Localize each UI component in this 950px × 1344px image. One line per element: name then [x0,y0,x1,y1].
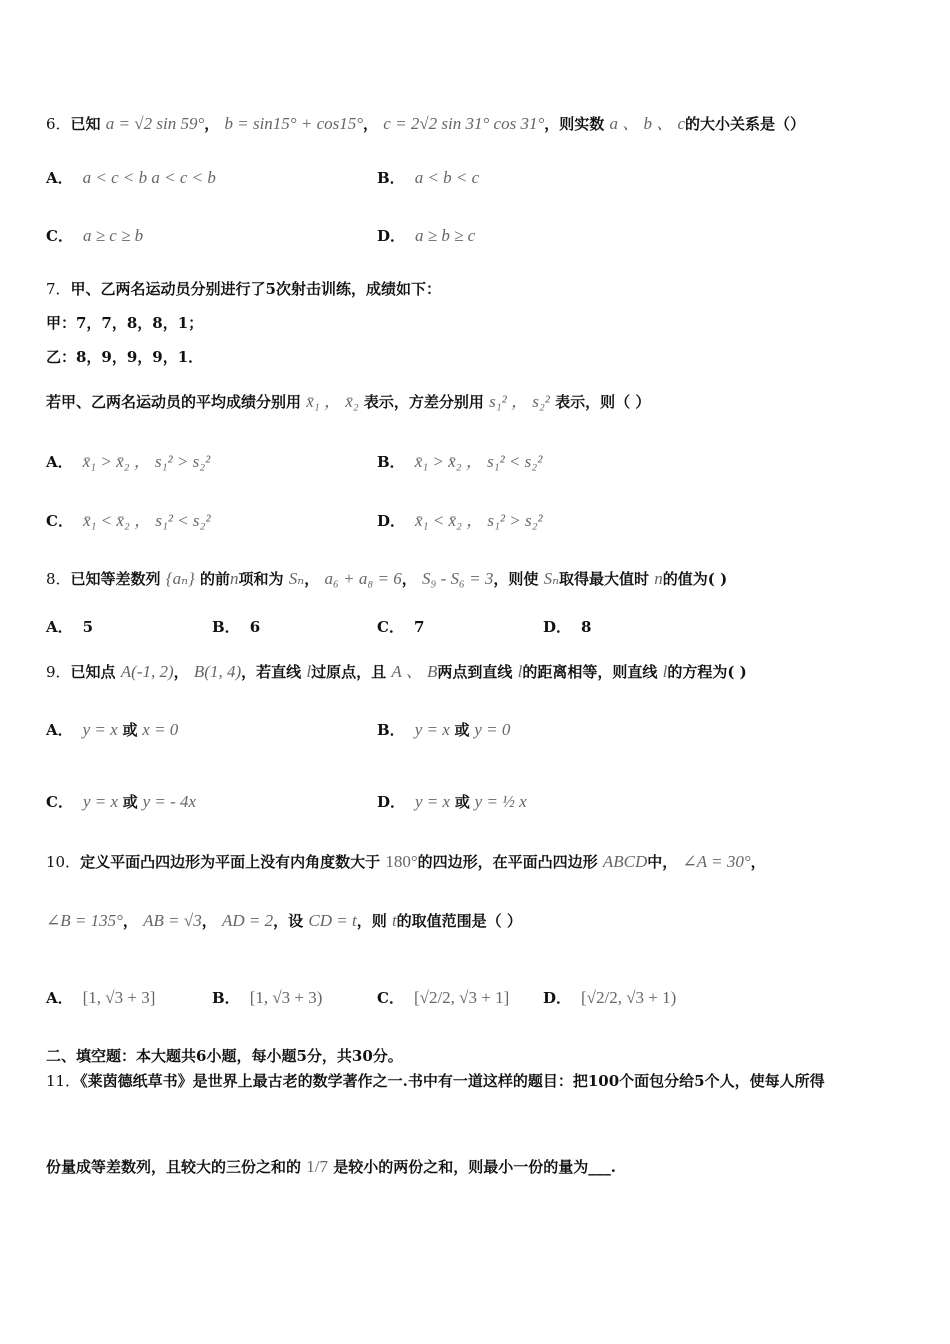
option-label: C． [46,793,73,811]
q9-t4: 的距离相等，则直线 [522,663,658,681]
q8-cond-1: a₆ + a₈ = 6 [324,569,402,588]
q8-t4: 取得最大值时 [559,570,650,588]
option-eq-1: y = x [415,792,451,811]
option-label: C． [46,512,73,530]
q9-pre: 已知点 [70,663,116,681]
option-label: B． [377,721,405,739]
option-or: 或 [454,721,470,739]
option-label: C． [46,227,73,245]
option-label: A． [46,618,73,636]
option-text: [1, √3 + 3) [249,988,323,1007]
q6-comma-1: ， [204,115,220,133]
q10-pre: 定义平面凸四边形为平面上没有内角度数大于 [80,853,381,871]
q6-number: 6． [46,115,71,133]
q7-yi: 乙：8，9，9，9，1． [46,348,204,366]
q8-seq: {aₙ} [165,569,195,588]
q6-stem [46,114,805,134]
q10-option-d[interactable] [543,988,676,1008]
q9-option-b[interactable] [377,720,510,740]
q6-option-b[interactable] [377,168,479,188]
q8-comma-1: ， [304,570,320,588]
q10-comma-3: ， [201,912,217,930]
q8-t5: 的值为( ) [662,570,728,588]
q9-t5: 的方程为( ) [667,663,747,681]
option-text: 6 [249,618,261,636]
q10-t2: 中， [647,853,678,871]
q10-t5: 的取值范围是（ ） [396,912,522,930]
q10-angle-a: ∠A = 30° [682,852,751,871]
option-text: 7 [413,618,425,636]
q10-angle-b: ∠B = 135° [46,911,123,930]
q10-stem-line2 [46,911,522,931]
q10-stem-line1 [46,852,766,872]
q8-option-a[interactable] [46,617,93,637]
q9-l3: l [662,662,668,681]
q6-vars: a 、 b 、 c [609,114,686,133]
q7-option-c[interactable] [46,511,211,531]
q10-option-b[interactable] [212,988,322,1008]
q6-option-d[interactable] [377,226,475,246]
q9-t2: 过原点，且 [311,663,387,681]
q7-means: x̄₁ ， x̄₂ [306,392,359,411]
q10-t1: 的四边形，在平面凸四边形 [417,853,598,871]
q9-stem [46,662,747,682]
q9-ab: A 、 B [391,662,438,681]
q8-n2: n [654,569,663,588]
q10-comma-2: ， [122,912,138,930]
option-text: x̄₁ > x̄₂ ， s₁² < s₂² [414,452,543,471]
q7-text: 甲、乙两名运动员分别进行了5次射击训练，成绩如下： [70,280,441,298]
section-heading-fill-in: 二、填空题：本大题共6小题，每小题5分，共30分。 [46,1047,403,1065]
option-text: [√2/2, √3 + 1) [581,988,677,1007]
q9-point-b: B(1, 4) [193,662,242,681]
q9-option-d[interactable] [377,792,527,812]
option-eq-1: y = x [82,792,119,811]
option-or: 或 [454,793,470,811]
q8-option-b[interactable] [212,617,260,637]
q8-n1: n [230,569,239,588]
q8-cond-2: S₉ - S₆ = 3 [421,569,494,588]
q8-comma-2: ， [401,570,417,588]
option-label: A． [46,453,73,471]
q6-a-expr: a = √2 sin 59° [105,114,205,133]
option-label: A． [46,989,73,1007]
option-label: D． [377,227,406,245]
option-label: A． [46,721,73,739]
option-label: B． [377,169,405,187]
q6-b-expr: b = sin15° + cos15° [224,114,364,133]
option-label: D． [377,512,406,530]
q10-comma-1: ， [750,853,766,871]
option-eq-2: y = ½ x [474,792,527,811]
option-label: D． [543,618,572,636]
q6-comma-2: ， [363,115,379,133]
option-eq-1: y = x [414,720,450,739]
q10-cd: CD = t [308,911,357,930]
q10-t-var: t [391,911,397,930]
q11-number: 11． [46,1072,81,1090]
option-text: a ≥ c ≥ b [82,226,144,245]
option-label: D． [543,989,572,1007]
q7-question [46,392,650,412]
option-label: B． [377,453,405,471]
option-text: a < c < b a < c < b [82,168,216,187]
q7-number: 7． [46,280,71,298]
option-eq-1: y = x [82,720,118,739]
option-text: a ≥ b ≥ c [415,226,476,245]
option-text: x̄₁ < x̄₂ ， s₁² > s₂² [415,511,543,530]
q7-variances: s₁² ， s₂² [489,392,550,411]
q7-option-d[interactable] [377,511,543,531]
option-text: x̄₁ > x̄₂ ， s₁² > s₂² [82,452,211,471]
option-label: B． [212,618,240,636]
q11-line2 [46,1157,616,1177]
option-label: D． [377,793,406,811]
q7-q-post: 表示，则（ ） [555,393,651,411]
q10-option-a[interactable] [46,988,155,1008]
q9-t3: 两点到直线 [437,663,513,681]
q9-point-a: A(-1, 2) [120,662,174,681]
q8-stem [46,569,727,589]
q8-pre: 已知等差数列 [70,570,161,588]
q6-post: 的大小关系是（） [685,115,806,133]
q11-text-1: 《莱茵德纸草书》是世界上最古老的数学著作之一.书中有一道这样的题目：把100个面包分给5个人，使每人所得 [80,1072,825,1090]
option-eq-2: y = - 4x [142,792,197,811]
option-text: a < b < c [414,168,480,187]
q7-q-pre: 若甲、乙两名运动员的平均成绩分别用 [46,393,302,411]
q9-l2: l [517,662,523,681]
option-label: A． [46,169,73,187]
q10-ad: AD = 2 [221,911,274,930]
q8-sn: Sₙ [288,569,305,588]
option-or: 或 [122,793,138,811]
q11-fraction: 1/7 [306,1157,328,1176]
q9-t1: ，若直线 [241,663,302,681]
option-text: [√2/2, √3 + 1] [413,988,510,1007]
q8-sn2: Sₙ [543,569,560,588]
q11-text-3: 是较小的两份之和，则最小一份的量为___. [333,1158,616,1176]
q7-q-mid: 表示，方差分别用 [363,393,484,411]
q9-option-c[interactable] [46,792,196,812]
option-label: B． [212,989,240,1007]
q7-stem [46,279,441,299]
q10-option-c[interactable] [377,988,509,1008]
q8-t1: 的前 [200,570,231,588]
q6-text: 已知 [70,115,101,133]
q7-option-a[interactable] [46,452,210,472]
q9-comma: ， [173,663,189,681]
q10-number: 10． [46,853,81,871]
q10-deg: 180° [385,852,418,871]
q8-t3: ，则使 [493,570,539,588]
q8-t2: 项和为 [238,570,284,588]
q6-c-expr: c = 2√2 sin 31° cos 31° [383,114,545,133]
q8-number: 8． [46,570,71,588]
q9-option-a[interactable] [46,720,178,740]
q7-option-b[interactable] [377,452,542,472]
option-text: x̄₁ < x̄₂ ， s₁² < s₂² [82,511,211,530]
option-eq-2: x = 0 [142,720,179,739]
option-text: [1, √3 + 3] [82,988,156,1007]
q9-l1: l [306,662,312,681]
q10-t3: ，设 [273,912,304,930]
option-eq-2: y = 0 [474,720,511,739]
q10-ab: AB = √3 [143,911,202,930]
option-label: C． [377,618,404,636]
q8-option-c[interactable] [377,617,424,637]
q11-text-2: 份量成等差数列，且较大的三份之和的 [46,1158,302,1176]
option-label: C． [377,989,404,1007]
q6-option-c[interactable] [46,226,143,246]
option-text: 8 [581,618,592,636]
q11-line1 [46,1071,825,1091]
q6-option-a[interactable] [46,168,216,188]
q9-number: 9． [46,663,71,681]
q8-option-d[interactable] [543,617,591,637]
option-or: 或 [122,721,138,739]
q7-jia: 甲：7，7，8，8，1； [46,314,204,332]
q6-mid: ，则实数 [544,115,605,133]
option-text: 5 [82,618,94,636]
q10-abcd: ABCD [602,852,648,871]
q10-t4: ，则 [356,912,387,930]
